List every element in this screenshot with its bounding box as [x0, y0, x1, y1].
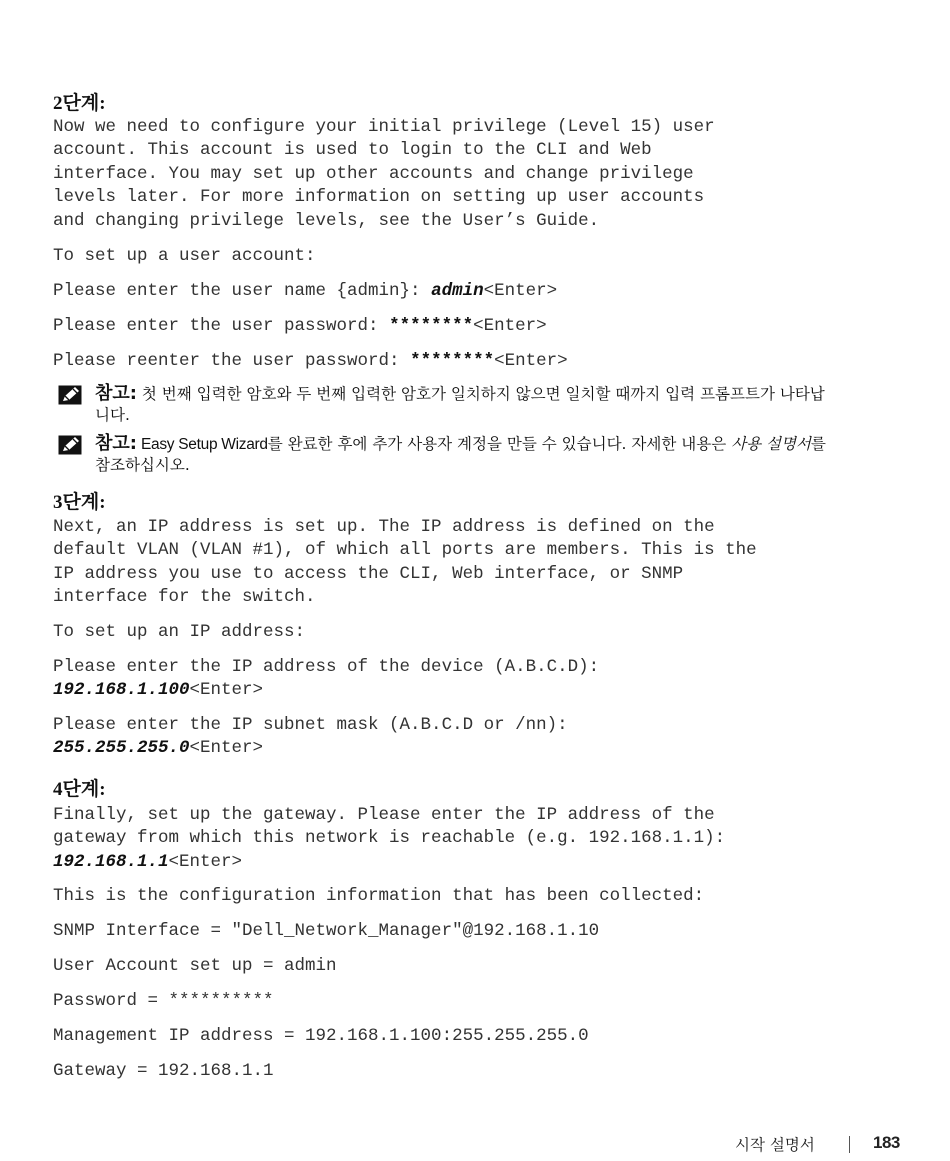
- input-ip: 192.168.1.100: [53, 680, 190, 701]
- prompt-mask-block: [53, 714, 568, 761]
- step2-heading: 2단계:: [53, 93, 106, 114]
- prompt-password-line: [53, 315, 547, 338]
- summary-snmp: SNMP Interface = "Dell_Network_Manager"@192.168.1.10: [53, 921, 600, 941]
- step4-intro: Finally, set up the gateway. Please enter the IP address of the gateway from which this network is reachable (e.g. 192.168.1.1):: [53, 805, 726, 849]
- enter-key: <Enter>: [189, 738, 264, 759]
- note-1-label: 참고:: [95, 383, 137, 404]
- step2-setup-text: To set up a user account:: [53, 246, 316, 266]
- input-password: ********: [389, 316, 474, 336]
- step3-intro: Next, an IP address is set up. The IP address is defined on the default VLAN (VLAN #1), of which all ports are members. This is the IP address you use to access the CLI, Web interface, or SNMP interface for the switch.: [53, 517, 757, 608]
- note-1-text: 참고: 첫 번째 입력한 암호와 두 번째 입력한 암호가 일치하지 않으면 일치할 때까지 입력 프롬프트가 나타납니다.: [95, 383, 825, 424]
- prompt-ip: Please enter the IP address of the device (A.B.C.D):: [53, 657, 600, 677]
- prompt-username-line: [53, 280, 557, 303]
- prompt-password: Please enter the user password:: [53, 316, 390, 336]
- summary-mgmt-ip: Management IP address = 192.168.1.100:255.255.255.0: [53, 1026, 589, 1046]
- footer-divider: [849, 1136, 850, 1153]
- step3-setup-text: To set up an IP address:: [53, 622, 306, 642]
- step4-heading: 4단계:: [53, 779, 106, 800]
- note-2-text: 참고: Easy Setup Wizard를 완료한 후에 추가 사용자 계정을 만들 수 있습니다. 자세한 내용은 사용 설명서를 참조하십시오.: [95, 433, 826, 474]
- pencil-note-icon: [58, 385, 82, 405]
- prompt-reenter: Please reenter the user password:: [53, 351, 411, 371]
- step2-intro: Now we need to configure your initial privilege (Level 15) user account. This account is used to login to the CLI and Web interface. You may set up other accounts and change privilege levels later. For more information on setting up user accounts and changing privilege levels, see the User’s Guide.: [53, 117, 715, 231]
- input-mask: 255.255.255.0: [53, 738, 190, 759]
- prompt-reenter-line: [53, 350, 568, 373]
- prompt-mask: Please enter the IP subnet mask (A.B.C.D or /nn):: [53, 715, 568, 735]
- enter-key: <Enter>: [168, 851, 243, 872]
- note-1: [58, 383, 838, 427]
- input-reenter: ********: [410, 351, 495, 371]
- input-username: admin: [431, 281, 484, 301]
- prompt-ip-block: [53, 656, 599, 703]
- summary-gateway: Gateway = 192.168.1.1: [53, 1061, 274, 1081]
- pencil-note-icon: [58, 435, 82, 455]
- note-2-label: 참고:: [95, 433, 137, 454]
- step4-intro-block: [53, 804, 725, 874]
- note-2: [58, 433, 838, 477]
- collected-text: This is the configuration information that has been collected:: [53, 886, 705, 906]
- footer-title: 시작 설명서: [735, 1136, 815, 1154]
- step3-heading: 3단계:: [53, 492, 106, 513]
- enter-key: <Enter>: [483, 281, 558, 301]
- user-guide-italic: 사용 설명서: [731, 435, 811, 453]
- enter-key: <Enter>: [473, 316, 547, 336]
- summary-password: Password = **********: [53, 991, 274, 1011]
- enter-key: <Enter>: [189, 680, 264, 701]
- input-gateway: 192.168.1.1: [53, 851, 169, 872]
- prompt-username: Please enter the user name {admin}:: [53, 281, 432, 301]
- page-number: 183: [873, 1133, 900, 1152]
- enter-key: <Enter>: [494, 351, 568, 371]
- summary-user-account: User Account set up = admin: [53, 956, 337, 976]
